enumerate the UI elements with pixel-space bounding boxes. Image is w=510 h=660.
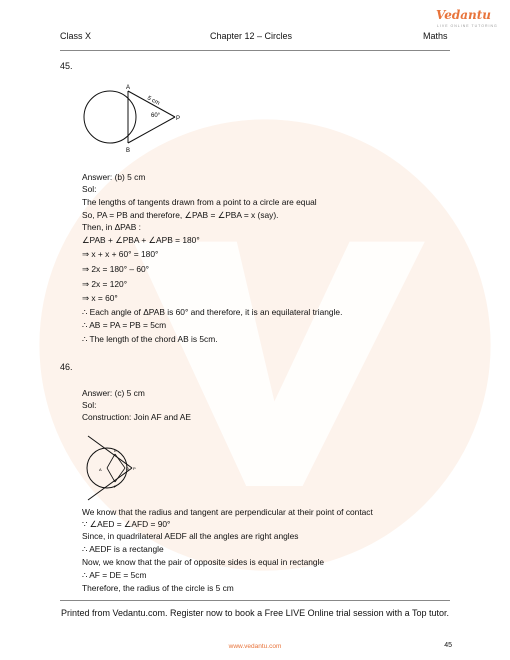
q45-tangent-figure: [80, 82, 190, 156]
q45-line: ⇒ 2x = 120°: [82, 279, 128, 289]
question-46-number: 46.: [60, 362, 73, 372]
q46-line: Since, in quadrilateral AEDF all the angles are right angles: [82, 531, 299, 541]
q46-line: ∴ AF = DE = 5cm: [82, 570, 147, 580]
footer-url-link[interactable]: www.vedantu.com: [228, 643, 282, 650]
q46-tangent-figure: [82, 432, 142, 504]
q45-line: So, PA = PB and therefore, ∠PAB = ∠PBA = x (say).: [82, 210, 279, 220]
question-45-number: 45.: [60, 61, 73, 71]
q46-label-d: D: [126, 466, 129, 471]
logo-tagline: LIVE ONLINE TUTORING: [437, 24, 498, 28]
q46-line: Now, we know that the pair of opposite sides is equal in rectangle: [82, 557, 325, 567]
q45-line: ∴ Each angle of ΔPAB is 60° and therefore, it is an equilateral triangle.: [82, 307, 343, 317]
q46-line: Construction: Join AF and AE: [82, 412, 191, 422]
header-divider: [60, 50, 450, 51]
q45-line: ⇒ 2x = 180° – 60°: [82, 264, 150, 274]
q46-line: Sol:: [82, 400, 97, 410]
q46-label-f: F: [114, 484, 117, 489]
q45-label-length: 5 cm: [146, 95, 161, 107]
q46-line: Therefore, the radius of the circle is 5 cm: [82, 583, 234, 593]
header-class: Class X: [60, 31, 92, 41]
q46-line: ∴ AEDF is a rectangle: [82, 544, 164, 554]
q45-line: Answer: (b) 5 cm: [82, 172, 146, 182]
q46-line: Answer: (c) 5 cm: [82, 388, 145, 398]
footer-divider: [60, 600, 450, 601]
q46-line: We know that the radius and tangent are perpendicular at their point of contact: [82, 507, 373, 517]
q45-line: ∠PAB + ∠PBA + ∠APB = 180°: [82, 235, 200, 245]
q45-line: ∴ AB = PA = PB = 5cm: [82, 320, 167, 330]
q46-line: ∵ ∠AED = ∠AFD = 90°: [82, 519, 171, 529]
q45-line: ⇒ x = 60°: [82, 293, 118, 303]
footer-promo-text: Printed from Vedantu.com. Register now to book a Free LIVE Online trial session with a Top tutor.: [60, 608, 450, 618]
q45-line: Sol:: [82, 184, 97, 194]
header-subject: Maths: [423, 31, 448, 41]
page-number: 45: [444, 642, 452, 649]
q45-line: The lengths of tangents drawn from a point to a circle are equal: [82, 197, 317, 207]
q45-label-p: P: [176, 116, 181, 122]
q46-label-p: P: [133, 466, 136, 471]
q45-line: Then, in ΔPAB :: [82, 222, 141, 232]
q45-line: ∴ The length of the chord AB is 5cm.: [82, 334, 218, 344]
q46-label-a: A: [99, 467, 102, 472]
q45-label-b: B: [126, 148, 131, 154]
vedantu-logo: Vedantu: [436, 8, 492, 22]
q45-label-a: A: [126, 85, 131, 91]
header-chapter: Chapter 12 – Circles: [210, 31, 293, 41]
q45-line: ⇒ x + x + 60° = 180°: [82, 249, 159, 259]
q46-label-e: E: [114, 448, 117, 453]
q45-label-angle: 60°: [151, 113, 161, 119]
